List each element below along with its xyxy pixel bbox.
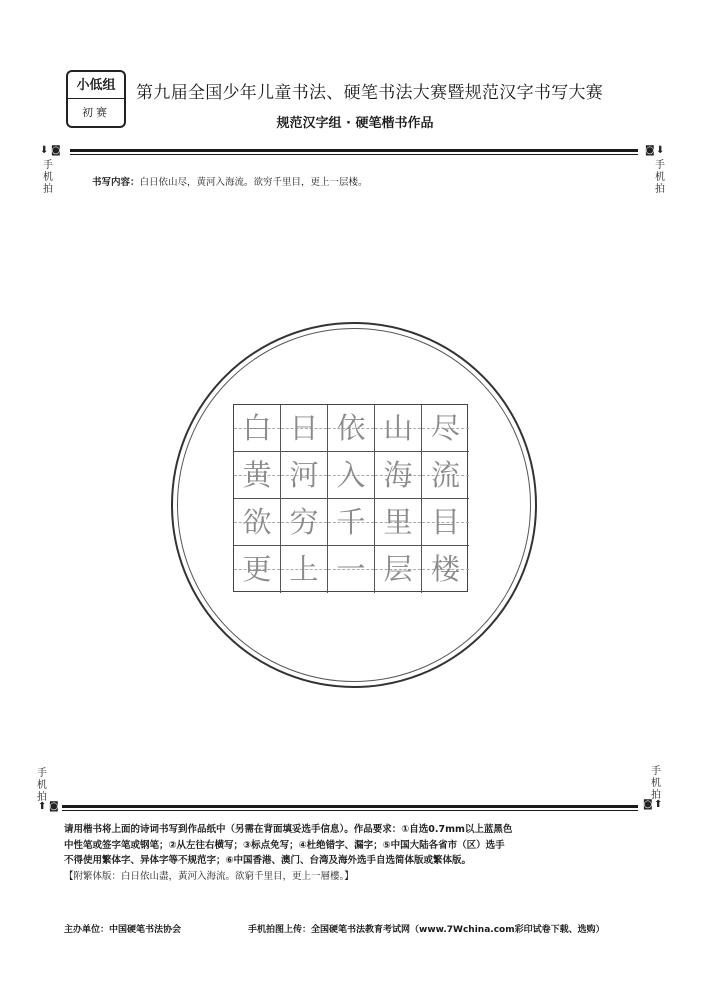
- bottom-rule-thin: [62, 810, 638, 811]
- top-rule: [70, 149, 638, 152]
- grid-cell: 层: [375, 546, 422, 593]
- bottom-rule: [62, 805, 638, 808]
- grid-cell: 一: [328, 546, 375, 593]
- upload-info: 手机拍图上传：全国硬笔书法教育考试网（www.7Wchina.com彩印试卷下载、选购）: [248, 925, 605, 935]
- grid-cell: 里: [375, 499, 422, 546]
- instruction-line: 请用楷书将上面的诗词书写到作品纸中（另需在背面填妥选手信息）。作品要求：①自选0.7mm以上蓝黑色: [64, 824, 513, 835]
- grid-cell: 山: [375, 405, 422, 452]
- camera-icon: ◙: [645, 145, 655, 156]
- badge-round-label: 初赛: [82, 106, 110, 119]
- grid-cell: 日: [281, 405, 328, 452]
- badge-group-label: 小低组: [68, 72, 124, 99]
- grid-cell: 海: [375, 452, 422, 499]
- arrow-down-icon: ⬇: [656, 145, 665, 156]
- arrow-up-icon: ⬆: [38, 801, 47, 812]
- page-title: 第九届全国少年儿童书法、硬笔书法大赛暨规范汉字书写大赛: [136, 83, 604, 103]
- grid-cell: 白: [234, 405, 281, 452]
- grid-cell: 欲: [234, 499, 281, 546]
- grid-cell: 更: [234, 546, 281, 593]
- instruction-line: 不得使用繁体字、异体字等不规范字；⑥中国香港、澳门、台湾及海外选手自选简体版或繁体版。: [64, 855, 472, 866]
- camera-icon: ◙: [643, 799, 653, 810]
- grid-cell: 上: [281, 546, 328, 593]
- writing-grid: [233, 404, 468, 592]
- group-badge: [66, 70, 126, 128]
- organizer: 主办单位：中国硬笔书法协会: [64, 925, 182, 935]
- photo-label-top-right: 手 机 拍: [655, 160, 665, 195]
- grid-cell: 穷: [281, 499, 328, 546]
- grid-cell: 目: [422, 499, 469, 546]
- instructions: [64, 822, 638, 884]
- writing-content: [92, 174, 368, 188]
- camera-icon: ◙: [51, 145, 61, 156]
- grid-cell: 流: [422, 452, 469, 499]
- writing-content-label: 书写内容：: [92, 177, 140, 188]
- instruction-line: 中性笔或签字笔或钢笔；②从左往右横写；③标点免写；④杜绝错字、漏字；⑤中国大陆各省市（区）选手: [64, 839, 505, 851]
- photo-label-top-left: 手 机 拍: [43, 160, 53, 195]
- grid-cell: 依: [328, 405, 375, 452]
- arrow-up-icon: ⬆: [654, 799, 663, 810]
- grid-cell: 黄: [234, 452, 281, 499]
- grid-cell: 河: [281, 452, 328, 499]
- photo-label-bottom-right: 手 机 拍: [651, 766, 661, 801]
- top-rule-thin: [70, 154, 638, 155]
- traditional-version-note: 【附繁体版：白日依山盡，黃河入海流。欲窮千里目，更上一層樓。】: [64, 870, 354, 882]
- grid-cell: 入: [328, 452, 375, 499]
- arrow-down-icon: ⬇: [40, 145, 49, 156]
- page-subtitle: 规范汉字组 · 硬笔楷书作品: [276, 116, 434, 131]
- writing-content-text: 白日依山尽，黄河入海流。欲穷千里目，更上一层楼。: [139, 177, 368, 188]
- grid-cell: 尽: [422, 405, 469, 452]
- camera-icon: ◙: [49, 801, 59, 812]
- photo-label-bottom-left: 手 机 拍: [37, 768, 47, 803]
- grid-cell: 千: [328, 499, 375, 546]
- grid-cell: 楼: [422, 546, 469, 593]
